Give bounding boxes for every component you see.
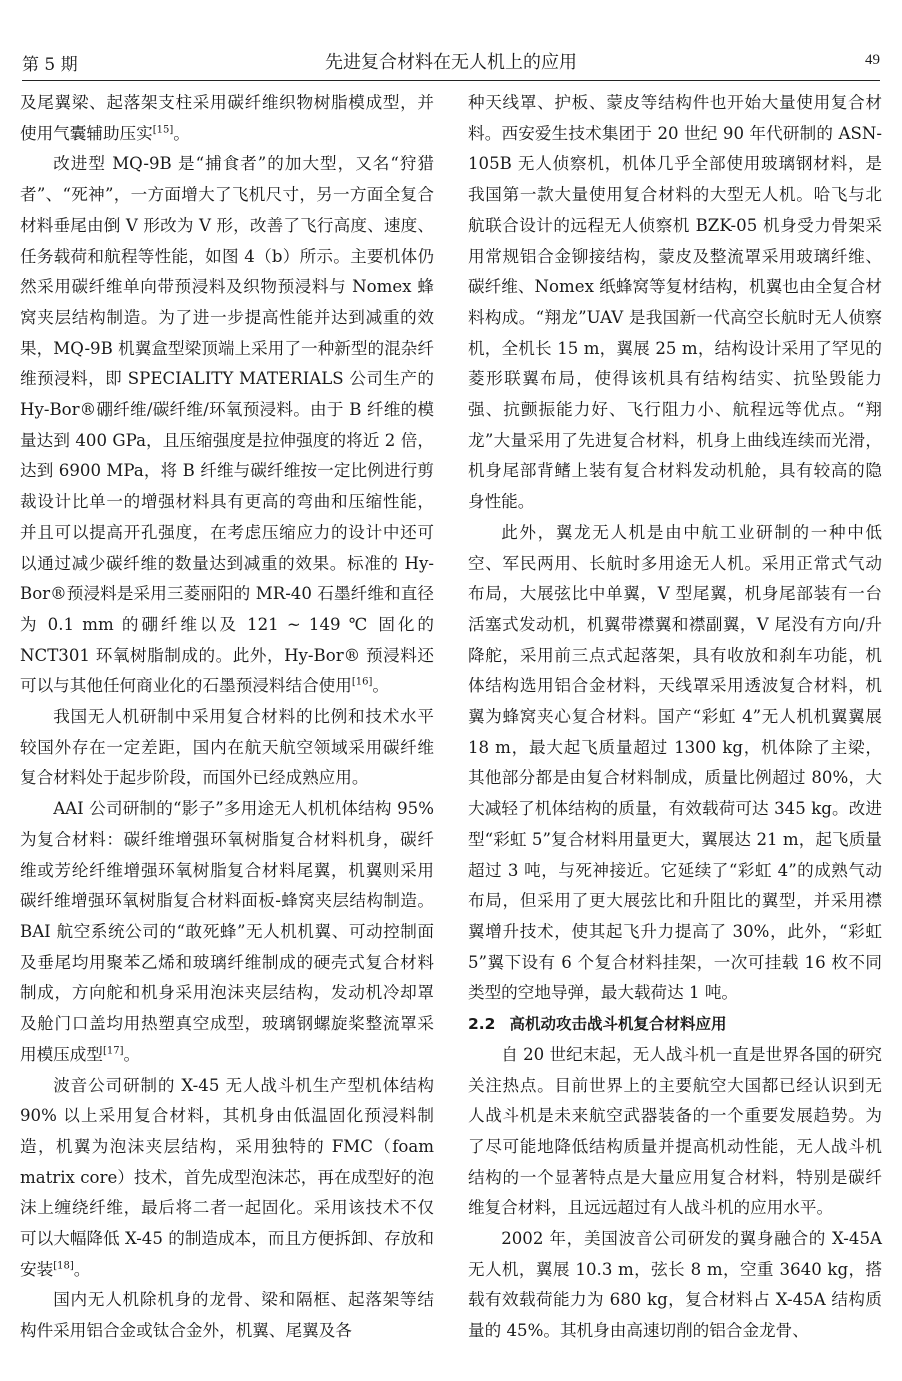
citation-ref[interactable]: [16] — [351, 676, 373, 688]
paragraph: 改进型 MQ-9B 是“捕食者”的加大型，又名“狩猎者”、“死神”，一方面增大了飞机尺寸，另一方面全复合材料垂尾由倒 V 形改为 V 形，改善了飞行高度、速度、任务载荷和航程等性能，如图 4（b）所示。主要机体仍然采用碳纤维单向带预浸料及织物预浸料与 Nomex 蜂窝夹层结构制造。为了进一步提高性能并达到减重的效果，MQ-9B 机翼盒型梁顶端上采用了一种新型的混杂纤维预浸料，即 SPECIALITY MATERIALS 公司生产的 Hy-Bor®硼纤维/碳纤维/环氧预浸料。由于 B 纤维的模量达到 400 GPa，且压缩强度是拉伸强度的将近 2 倍，达到 6900 MPa，将 B 纤维与碳纤维按一定比例进行剪裁设计比单一的增强材料具有更高的弯曲和压缩性能，并且可以提高开孔强度，在考虑压缩应力的设计中还可以通过减少碳纤维的数量达到减重的效果。标准的 Hy-Bor®预浸料是采用三菱丽阳的 MR-40 石墨纤维和直径为 0.1 mm 的硼纤维以及 121 ~ 149 ℃ 固化的 NCT301 环氧树脂制成的。此外，Hy-Bor® 预浸料还可以与其他任何商业化的石墨预浸料结合使用[16]。 — [20, 154, 434, 696]
issue-label: 第 5 期 — [22, 55, 78, 75]
page-header — [22, 44, 880, 81]
section-heading — [468, 1009, 882, 1040]
citation-ref[interactable]: [15] — [152, 124, 174, 136]
page-number: 49 — [865, 52, 880, 68]
left-column — [20, 88, 434, 1347]
paragraph: 此外，翼龙无人机是由中航工业研制的一种中低空、军民两用、长航时多用途无人机。采用正常式气动布局，大展弦比中单翼，V 型尾翼，机身尾部装有一台活塞式发动机，机翼带襟翼和襟副翼，V 尾没有方向/升降舵，采用前三点式起落架，具有收放和刹车功能，机体结构选用铝合金材料，天线罩采用透波复合材料，机翼为蜂窝夹心复合材料。国产“彩虹 4”无人机机翼翼展 18 m，最大起飞质量超过 1300 kg，机体除了主梁，其他部分都是由复合材料制成，质量比例超过 80%，大大减轻了机体结构的质量，有效载荷可达 345 kg。改进型“彩虹 5”复合材料用量更大，翼展达 21 m，起飞质量超过 3 吨，与死神接近。它延续了“彩虹 4”的成熟气动布局，但采用了更大展弦比和升阻比的翼型，并采用襟翼增升技术，使其起飞升力提高了 30%，此外，“彩虹 5”翼下设有 6 个复合材料挂架，一次可挂载 16 枚不同类型的空地导弹，最大载荷达 1 吨。 — [468, 522, 882, 1003]
paragraph: 2002 年，美国波音公司研发的翼身融合的 X-45A 无人机，翼展 10.3 m，弦长 8 m，空重 3640 kg，搭载有效载荷能力为 680 kg，复合材料占 X-45A 结构质量的 45%。其机身由高速切削的铝合金龙骨、 — [468, 1229, 882, 1341]
section-number: 2.2 — [468, 1015, 496, 1034]
section-title: 高机动攻击战斗机复合材料应用 — [509, 1015, 727, 1034]
paragraph: 及尾翼梁、起落架支柱采用碳纤维织物树脂模成型，并使用气囊辅助压实[15]。 — [20, 93, 434, 143]
paragraph: 波音公司研制的 X-45 无人战斗机生产型机体结构 90% 以上采用复合材料，其机身由低温固化预浸料制造，机翼为泡沫夹层结构，采用独特的 FMC（foam matrix core）技术，首先成型泡沫芯，再在成型好的泡沫上缠绕纤维，最后将二者一起固化。采用该技术不仅可以大幅降低 X-45 的制造成本，而且方便拆卸、存放和安装[18]。 — [20, 1075, 434, 1279]
running-title: 先进复合材料在无人机上的应用 — [325, 52, 577, 73]
paragraph: 国内无人机除机身的龙骨、梁和隔框、起落架等结构件采用铝合金或钛合金外，机翼、尾翼及各 — [20, 1290, 434, 1341]
paragraph: 种天线罩、护板、蒙皮等结构件也开始大量使用复合材料。西安爱生技术集团于 20 世纪 90 年代研制的 ASN-105B 无人侦察机，机体几乎全部使用玻璃钢材料，是我国第一款大量使用复合材料的大型无人机。哈飞与北航联合设计的远程无人侦察机 BZK-05 机身受力骨架采用常规铝合金铆接结构，蒙皮及整流罩采用玻璃纤维、碳纤维、Nomex 纸蜂窝等复材结构，机翼也由全复合材料构成。“翔龙”UAV 是我国新一代高空长航时无人侦察机，全机长 15 m，翼展 25 m，结构设计采用了罕见的菱形联翼布局，使得该机具有结构结实、抗坠毁能力强、抗颤振能力好、飞行阻力小、航程远等优点。“翔龙”大量采用了先进复合材料，机身上曲线连续而光滑，机身尾部背鳍上装有复合材料发动机舱，具有较高的隐身性能。 — [468, 93, 882, 512]
paragraph: AAI 公司研制的“影子”多用途无人机机体结构 95% 为复合材料：碳纤维增强环氧树脂复合材料机身，碳纤维或芳纶纤维增强环氧树脂复合材料尾翼，机翼则采用碳纤维增强环氧树脂复合材料面板-蜂窝夹层结构制造。BAI 航空系统公司的“敢死蜂”无人机机翼、可动控制面及垂尾均用聚苯乙烯和玻璃纤维制成的硬壳式复合材料制成，方向舵和机身采用泡沫夹层结构，发动机冷却罩及舱门口盖均用热塑真空成型，玻璃钢螺旋桨整流罩采用模压成型[17]。 — [20, 799, 434, 1064]
paragraph: 自 20 世纪末起，无人战斗机一直是世界各国的研究关注热点。目前世界上的主要航空大国都已经认识到无人战斗机是未来航空武器装备的一个重要发展趋势。为了尽可能地降低结构质量并提高机动性能，无人战斗机结构的一个显著特点是大量应用复合材料，特别是碳纤维复合材料，且远远超过有人战斗机的应用水平。 — [468, 1044, 882, 1218]
paragraph: 我国无人机研制中采用复合材料的比例和技术水平较国外存在一定差距，国内在航天航空领域采用碳纤维复合材料处于起步阶段，而国外已经成熟应用。 — [20, 707, 434, 788]
citation-ref[interactable]: [17] — [102, 1045, 124, 1057]
right-column — [468, 88, 882, 1347]
citation-ref[interactable]: [18] — [53, 1260, 74, 1272]
